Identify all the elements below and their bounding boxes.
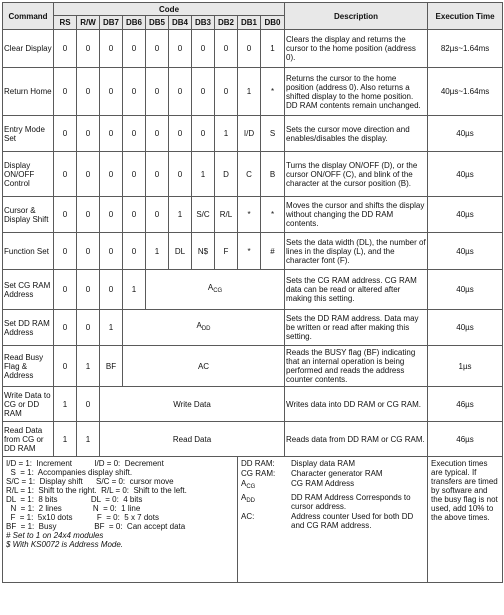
bit-cell: 1 <box>169 197 192 233</box>
term-label: AC: <box>241 512 255 521</box>
bit-cell: 0 <box>54 68 77 116</box>
table-row <box>3 116 503 152</box>
description-cell: Clears the display and returns the cursor to the home position (address 0). <box>285 30 428 68</box>
execution-time-cell: 40µs <box>428 197 503 233</box>
command-name: Set CG RAM Address <box>3 270 54 310</box>
command-name: Return Home <box>3 68 54 116</box>
bit-cell: 0 <box>54 310 77 346</box>
term-entry <box>241 512 424 530</box>
bit-cell: 0 <box>54 152 77 197</box>
table-row <box>3 233 503 270</box>
execution-time-cell: 40µs <box>428 116 503 152</box>
bit-cell: 0 <box>146 116 169 152</box>
table-row <box>3 68 503 116</box>
legend-line: F = 1: 5x10 dots F = 0: 5 x 7 dots <box>6 513 159 522</box>
bit-cell: 0 <box>77 152 100 197</box>
bit-cell: 1 <box>100 310 123 346</box>
bit-cell: 0 <box>123 30 146 68</box>
command-name: Display ON/OFF Control <box>3 152 54 197</box>
bit-span-cell <box>123 346 285 387</box>
command-table <box>2 2 503 583</box>
bit-cell: 0 <box>54 197 77 233</box>
span-value: Read Data <box>172 434 212 444</box>
table-row <box>3 152 503 197</box>
legend-line: R/L = 1: Shift to the right. R/L = 0: Shift to the left. <box>6 486 187 495</box>
table-row <box>3 422 503 457</box>
bit-cell: # <box>261 233 285 270</box>
bit-cell: 0 <box>123 152 146 197</box>
bit-header-db4: DB4 <box>169 16 192 30</box>
bit-cell: 0 <box>54 346 77 387</box>
bit-cell: 1 <box>77 346 100 387</box>
legend-line: S = 1: Accompanies display shift. <box>6 468 133 477</box>
execution-time-cell: 40µs <box>428 152 503 197</box>
bit-cell: 0 <box>215 68 238 116</box>
table-row <box>3 346 503 387</box>
bit-cell: 1 <box>261 30 285 68</box>
execution-time-cell: 40µs <box>428 233 503 270</box>
bit-cell: 0 <box>77 68 100 116</box>
bit-cell: 0 <box>146 152 169 197</box>
bit-cell: 1 <box>192 152 215 197</box>
bit-cell: 1 <box>146 233 169 270</box>
bit-cell: I/D <box>238 116 261 152</box>
description-cell: Sets the data width (DL), the number of lines in the display (L), and the character font (F). <box>285 233 428 270</box>
bit-cell: 1 <box>54 387 77 422</box>
bit-cell: 0 <box>192 116 215 152</box>
table-row <box>3 310 503 346</box>
term-definition: DD RAM Address Corresponds to cursor address. <box>291 493 411 511</box>
bit-cell: * <box>261 68 285 116</box>
command-name: Clear Display <box>3 30 54 68</box>
description-cell: Reads the BUSY flag (BF) indicating that an internal operation is being performed and reads the address counter contents. <box>285 346 428 387</box>
bit-cell: 0 <box>100 197 123 233</box>
bit-cell: 0 <box>100 270 123 310</box>
description-cell: Sets the CG RAM address. CG RAM data can be read or altered after making this setting. <box>285 270 428 310</box>
bit-header-db7: DB7 <box>100 16 123 30</box>
bit-cell: 0 <box>100 233 123 270</box>
execution-time-cell: 40µs <box>428 270 503 310</box>
bit-cell: 0 <box>77 116 100 152</box>
legend-note: $ With KS0072 is Address Mode. <box>6 540 124 549</box>
legend-line: DL = 1: 8 bits DL = 0: 4 bits <box>6 495 143 504</box>
legend-row <box>3 457 503 583</box>
description-cell: Returns the cursor to the home position (address 0). Also returns a shifted display to the home position. DD RAM contents remain unchanged. <box>285 68 428 116</box>
command-name: Read Data from CG or DD RAM <box>3 422 54 457</box>
bit-cell: 1 <box>215 116 238 152</box>
table-row <box>3 387 503 422</box>
span-value: A <box>196 321 202 330</box>
description-cell: Turns the display ON/OFF (D), or the cursor ON/OFF (C), and blink of the character at the cursor position (B). <box>285 152 428 197</box>
bit-cell: 0 <box>169 152 192 197</box>
execution-time-cell: 1µs <box>428 346 503 387</box>
bit-header-rs: RS <box>54 16 77 30</box>
description-cell: Reads data from DD RAM or CG RAM. <box>285 422 428 457</box>
bit-cell: B <box>261 152 285 197</box>
bit-header-db0: DB0 <box>261 16 285 30</box>
bit-cell: 0 <box>123 233 146 270</box>
term-subscript: CG <box>246 484 256 490</box>
bit-header-db5: DB5 <box>146 16 169 30</box>
term-name <box>241 459 291 468</box>
bit-cell: 0 <box>77 387 100 422</box>
bit-cell: 0 <box>215 30 238 68</box>
execution-time-cell: 46µs <box>428 387 503 422</box>
bit-cell: * <box>261 197 285 233</box>
bit-cell: 0 <box>100 116 123 152</box>
term-legend <box>238 457 428 583</box>
term-definition: Display data RAM <box>291 459 356 468</box>
bit-cell: * <box>238 197 261 233</box>
execution-time-cell: 46µs <box>428 422 503 457</box>
bit-header-db3: DB3 <box>192 16 215 30</box>
bit-cell: 0 <box>77 197 100 233</box>
bit-cell: 0 <box>100 152 123 197</box>
bit-cell: 0 <box>169 30 192 68</box>
command-name: Set DD RAM Address <box>3 310 54 346</box>
bit-cell: 1 <box>123 270 146 310</box>
execution-time-cell: 40µs <box>428 310 503 346</box>
bit-cell: R/L <box>215 197 238 233</box>
command-rows <box>3 30 503 583</box>
term-label: DD RAM: <box>241 459 275 468</box>
bit-cell: C <box>238 152 261 197</box>
term-name <box>241 469 291 478</box>
bit-legend <box>3 457 238 583</box>
bit-cell: S/C <box>192 197 215 233</box>
bit-header-db6: DB6 <box>123 16 146 30</box>
bit-header-db1: DB1 <box>238 16 261 30</box>
bit-span-cell <box>146 270 285 310</box>
command-header: Command <box>3 3 54 30</box>
span-value: Write Data <box>173 399 211 409</box>
command-name: Entry Mode Set <box>3 116 54 152</box>
bit-cell: 0 <box>54 233 77 270</box>
bit-cell: 0 <box>146 197 169 233</box>
term-label: A <box>241 493 247 502</box>
command-name: Write Data to CG or DD RAM <box>3 387 54 422</box>
bit-cell: 0 <box>169 116 192 152</box>
term-entry <box>241 459 424 468</box>
bit-cell: 0 <box>123 68 146 116</box>
description-cell: Sets the DD RAM address. Data may be written or read after making this setting. <box>285 310 428 346</box>
bit-cell: BF <box>100 346 123 387</box>
description-cell: Writes data into DD RAM or CG RAM. <box>285 387 428 422</box>
bit-cell: 0 <box>123 116 146 152</box>
bit-cell: D <box>215 152 238 197</box>
term-entry <box>241 493 424 511</box>
term-label: A <box>241 479 247 488</box>
bit-cell: 0 <box>169 68 192 116</box>
bit-span-cell <box>100 422 285 457</box>
bit-header-rw: R/W <box>77 16 100 30</box>
execution-time-cell: 40µs~1.64ms <box>428 68 503 116</box>
description-cell: Sets the cursor move direction and enables/disables the display. <box>285 116 428 152</box>
legend-line: N = 1: 2 lines N = 0: 1 line <box>6 504 141 513</box>
bit-cell: 0 <box>146 30 169 68</box>
bit-cell: 0 <box>238 30 261 68</box>
table-row <box>3 197 503 233</box>
code-header: Code <box>54 3 285 16</box>
span-value: A <box>207 283 214 292</box>
bit-span-cell <box>123 310 285 346</box>
span-value: AC <box>197 361 210 371</box>
bit-span-cell <box>100 387 285 422</box>
bit-cell: 0 <box>100 30 123 68</box>
table-row <box>3 270 503 310</box>
span-subscript: DD <box>201 326 211 332</box>
term-definition: Character generator RAM <box>291 469 383 478</box>
legend-line: S/C = 1: Display shift S/C = 0: cursor move <box>6 477 174 486</box>
table-row <box>3 30 503 68</box>
bit-cell: 1 <box>77 422 100 457</box>
bit-cell: 1 <box>54 422 77 457</box>
bit-cell: 0 <box>54 270 77 310</box>
bit-cell: 0 <box>123 197 146 233</box>
term-entry <box>241 479 424 492</box>
command-name: Cursor & Display Shift <box>3 197 54 233</box>
legend-note: # Set to 1 on 24x4 modules <box>6 531 104 540</box>
bit-cell: 0 <box>77 270 100 310</box>
term-entry <box>241 469 424 478</box>
header-row-top <box>3 3 503 16</box>
bit-cell: 0 <box>77 310 100 346</box>
bit-cell: F <box>215 233 238 270</box>
bit-cell: 0 <box>146 68 169 116</box>
execution-time-header: Execution Time <box>428 3 503 30</box>
bit-cell: 0 <box>77 30 100 68</box>
bit-cell: 1 <box>238 68 261 116</box>
lcd-command-table-sheet <box>2 2 502 611</box>
term-label: CG RAM: <box>241 469 276 478</box>
legend-line: BF = 1: Busy BF = 0: Can accept data <box>6 522 186 531</box>
command-name: Read Busy Flag & Address <box>3 346 54 387</box>
bit-cell: 0 <box>192 30 215 68</box>
bit-cell: * <box>238 233 261 270</box>
command-name: Function Set <box>3 233 54 270</box>
description-header: Description <box>285 3 428 30</box>
term-name <box>241 479 291 492</box>
bit-cell: N$ <box>192 233 215 270</box>
bit-cell: 0 <box>192 68 215 116</box>
term-name <box>241 493 291 511</box>
bit-cell: 0 <box>100 68 123 116</box>
bit-cell: 0 <box>54 116 77 152</box>
span-subscript: CG <box>213 288 223 294</box>
term-definition: Address counter Used for both DD and CG RAM address. <box>291 512 414 530</box>
description-cell: Moves the cursor and shifts the display without changing the DD RAM contents. <box>285 197 428 233</box>
bit-cell: DL <box>169 233 192 270</box>
term-subscript: DD <box>246 498 256 504</box>
execution-time-note: Execution times are typical. If transfers are timed by software and the busy flag is not used, add 10% to the above times. <box>428 457 503 583</box>
legend-line: I/D = 1: Increment I/D = 0: Decrement <box>6 459 164 468</box>
term-definition: CG RAM Address <box>291 479 355 488</box>
execution-time-cell: 82µs~1.64ms <box>428 30 503 68</box>
bit-cell: S <box>261 116 285 152</box>
bit-header-db2: DB2 <box>215 16 238 30</box>
bit-cell: 0 <box>54 30 77 68</box>
term-name <box>241 512 291 530</box>
bit-cell: 0 <box>77 233 100 270</box>
